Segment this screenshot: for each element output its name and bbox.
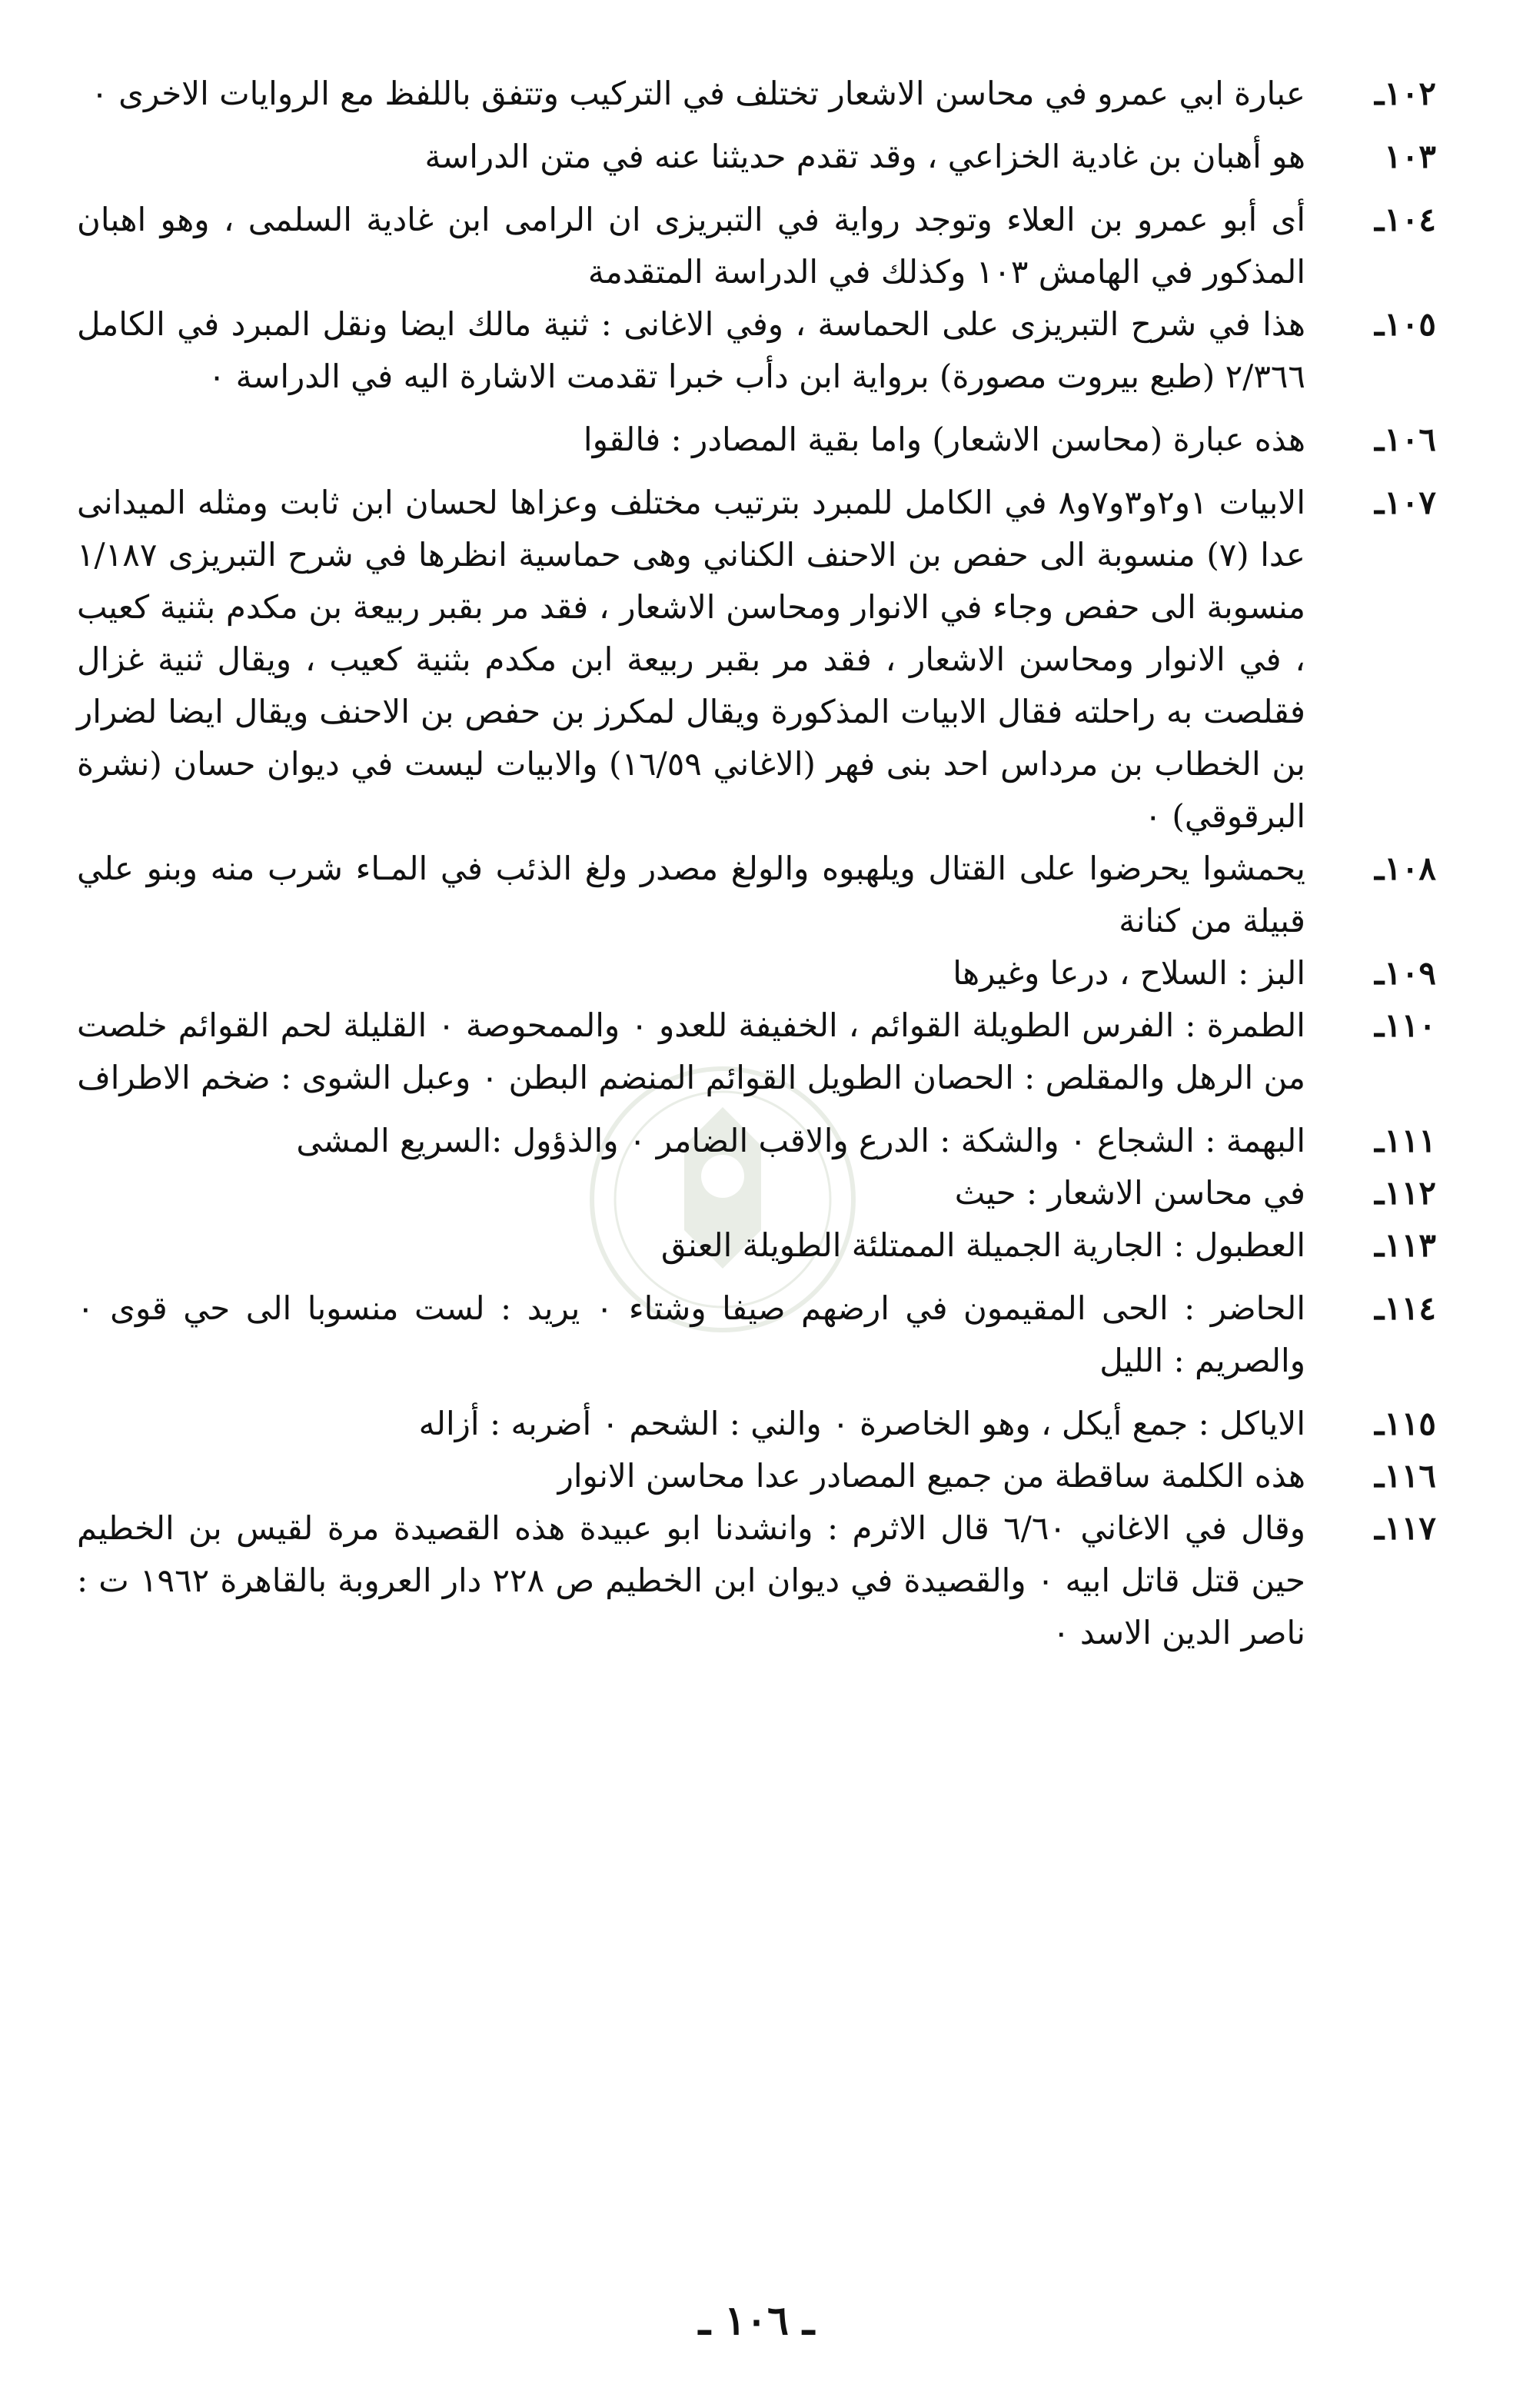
footnote-item <box>77 477 1436 843</box>
footnote-item <box>77 1282 1436 1387</box>
footnote-number: ١٠٣ <box>1384 138 1436 175</box>
footnote-item <box>77 194 1436 298</box>
footnote-text: هذه عبارة (محاسن الاشعار) واما بقية المصادر : فالقوا <box>583 421 1305 458</box>
footnote-item <box>77 1398 1436 1450</box>
footnote-text: الاياكل : جمع أيكل ، وهو الخاصرة ٠ والني : الشحم ٠ أضربه : أزاله <box>418 1405 1305 1442</box>
footnote-text: الابيات ١و٢و٣و٧و٨ في الكامل للمبرد بترتيب مختلف وعزاها لحسان ابن ثابت ومثله الميدانى عدا (٧) منسوبة الى حفص بن الاحنف الكناني وهى حماسية انظرها في شرح التبريزى ١/١٨٧ منسوبة الى حفص وجاء في الانوار ومحاسن الاشعار ، فقد مر بقبر ربيعة بن مكدم بثنية كعيب ، في الانوار ومحاسن الاشعار ، فقد مر بقبر ربيعة ابن مكدم بثنية كعيب ، ويقال ثنية غزال فقلصت به راحلته فقال الابيات المذكورة ويقال لمكرز بن حفص بن الاحنف ويقال ايضا لضرار بن الخطاب بن مرداس احد بنى فهر (الاغاني ١٦/٥٩) والابيات ليست في ديوان حسان (نشرة البرقوقي) ٠ <box>77 484 1305 835</box>
footnote-number: ١٠٤ـ <box>1375 201 1436 238</box>
footnote-text: أى أبو عمرو بن العلاء وتوجد رواية في التبريزى ان الرامى ابن غادية السلمى ، وهو اهبان المذكور في الهامش ١٠٣ وكذلك في الدراسة المتقدمة <box>77 201 1305 291</box>
footnote-number: ١٠٦ـ <box>1375 421 1436 458</box>
footnote-item <box>77 999 1436 1104</box>
footnotes-list <box>77 68 1436 1659</box>
footnote-number: ١١٤ـ <box>1375 1289 1436 1327</box>
footnote-number: ١١٢ـ <box>1375 1174 1436 1212</box>
footnote-text: في محاسن الاشعار : حيث <box>954 1174 1305 1212</box>
footnote-text: وقال في الاغاني ٦/٦٠ قال الاثرم : وانشدنا ابو عبيدة هذه القصيدة مرة لقيس بن الخطيم حين قتل قاتل ابيه ٠ والقصيدة في ديوان ابن الخطيم ص ٢٢٨ دار العروبة بالقاهرة ١٩٦٢ ت : ناصر الدين الاسد ٠ <box>77 1509 1306 1651</box>
footnote-item <box>77 1219 1436 1272</box>
footnote-item <box>77 131 1436 183</box>
footnote-item <box>77 1450 1436 1502</box>
footnote-text: البز : السلاح ، درعا وغيرها <box>953 954 1305 992</box>
footnote-item <box>77 68 1436 120</box>
footnote-number: ١١٧ـ <box>1375 1509 1436 1547</box>
footnote-text: هذه الكلمة ساقطة من جميع المصادر عدا محاسن الانوار <box>557 1457 1305 1495</box>
footnote-number: ١١٦ـ <box>1375 1457 1436 1495</box>
footnote-number: ١٠٢ـ <box>1375 75 1436 112</box>
footnote-number: ١١٥ـ <box>1375 1405 1436 1442</box>
footnote-number: ١٠٩ـ <box>1375 954 1436 992</box>
footnote-item <box>77 843 1436 947</box>
footnote-text: البهمة : الشجاع ٠ والشكة : الدرع والاقب الضامر ٠ والذؤول :السريع المشى <box>296 1122 1305 1159</box>
footnote-number: ١٠٥ـ <box>1375 305 1436 343</box>
footnote-item <box>77 414 1436 466</box>
footnote-item <box>77 1115 1436 1167</box>
footnote-text: عبارة ابي عمرو في محاسن الاشعار تختلف في التركيب وتتفق باللفظ مع الروايات الاخرى ٠ <box>91 75 1305 112</box>
page-number: ـ ١٠٦ ـ <box>698 2297 815 2344</box>
footnote-item <box>77 947 1436 999</box>
footnote-text: هذا في شرح التبريزى على الحماسة ، وفي الاغانى : ثنية مالك ايضا ونقل المبرد في الكامل ٢/٣٦٦ (طبع بيروت مصورة) برواية ابن دأب خبرا تقدمت الاشارة اليه في الدراسة ٠ <box>77 305 1305 395</box>
footnote-number: ١١٠ـ <box>1375 1006 1436 1044</box>
footnote-number: ١١٣ـ <box>1375 1226 1436 1264</box>
footnote-text: الطمرة : الفرس الطويلة القوائم ، الخفيفة للعدو ٠ والممحوصة ٠ القليلة لحم القوائم خلصت من الرهل والمقلص : الحصان الطويل القوائم المنضم البطن ٠ وعبل الشوى : ضخم الاطراف <box>77 1006 1305 1096</box>
footnote-text: يحمشوا يحرضوا على القتال ويلهبوه والولغ مصدر ولغ الذئب في المـاء شرب منه وبنو علي قبيلة من كنانة <box>77 850 1305 940</box>
footnote-number: ١٠٧ـ <box>1375 484 1436 521</box>
footnote-number: ١١١ـ <box>1375 1122 1436 1159</box>
footnote-item <box>77 1167 1436 1219</box>
footnote-number: ١٠٨ـ <box>1375 850 1436 887</box>
footnote-text: هو أهبان بن غادية الخزاعي ، وقد تقدم حديثنا عنه في متن الدراسة <box>424 138 1305 175</box>
footnote-text: الحاضر : الحى المقيمون في ارضهم صيفا وشتاء ٠ يريد : لست منسوبا الى حي قوى ٠ والصريم : الليل <box>77 1289 1305 1379</box>
footnote-item <box>77 1502 1436 1659</box>
footnote-item <box>77 298 1436 403</box>
footnote-text: العطبول : الجارية الجميلة الممتلئة الطويلة العنق <box>660 1226 1305 1264</box>
